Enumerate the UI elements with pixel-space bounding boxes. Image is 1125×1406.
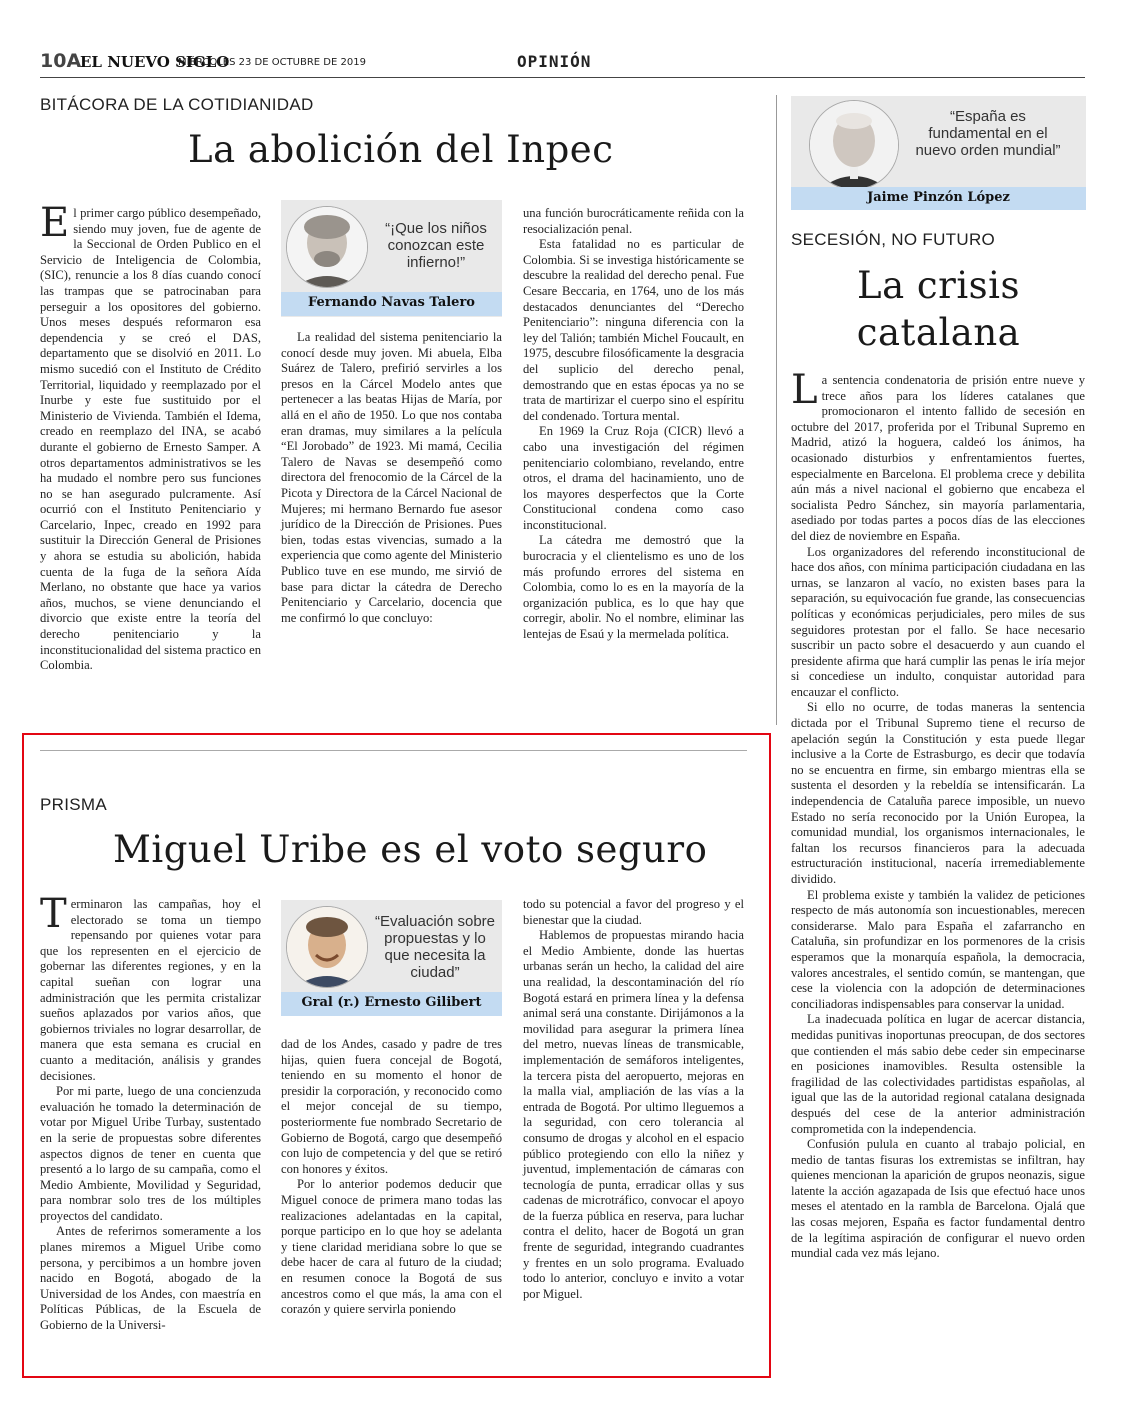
article1-dropcap: E <box>40 200 70 246</box>
issue-date: MIÉRCOLES 23 DE OCTUBRE DE 2019 <box>178 57 366 68</box>
article1-col2-text: La realidad del sistema penitenciario la conocí desde muy joven. Mi abuela, Elba Suárez de Talero, prefirió servirles a los presos en la Cárcel Modelo antes que pertenecer a las beatas Hijas de María, por allá en el año de 1950. Lo que nos contaba eran dramas, muy similares a la película “El Jorobado” de 1923. Mi mamá, Cecilia Talero de Navas se desempeñó como directora del frenocomio de la Cárcel de la Picota y Directora de la Cárcel Nacional de Mujeres; mi hermano Bernardo fue asesor jurídico de la Dirección de Prisiones. Pues bien, todas estas vivencias, sumado a la experiencia que como agente del Ministerio Publico tuve en ese mundo, me sirvió de base para dictar la cátedra de Derecho Penitenciario y Carcelario, docencia que me confirmó lo que concluyo: <box>281 330 502 625</box>
article1-col1-text: l primer cargo público desempeñado, siendo muy joven, fue de agente de la Seccional de Orden Publico en el Servicio de Inteligencia de Colombia, (SIC), renuncie a los 8 días cuando conocí las trampas que se patrocinaban para perseguir a los opositores del gobierno. Unos meses después reformaron esa dependencia y se creó el DAS, departamento que se disolvió en 2011. Lo mismo sucedió con el Instituto de Crédito Territorial, liquidado y reemplazado por el Inurbe y este fue sustituido por el Ministerio de Vivienda. También el Idema, creado en reemplazo del INA, se acabó durante el gobierno de Ernesto Samper. A otros departamentos administrativos se les ha mudado el nombre pero sus funciones no se han asegurado pulcramente. Así ocurrió con el Instituto Penitenciario y Carcelario, Inpec, creado en 1992 para sustituir la Dirección General de Prisiones y ahora se estudia su abolición, habida cuenta de la fuga de la señora Aída Merlano, no obstante que hace ya varios años, muchos, se viene denunciando el divorcio que existe entre la teoría del derecho penitenciario y la inconstitucionalidad del sistema practico en Colombia. <box>40 206 261 673</box>
article2-col1-p1: erminaron las campañas, hoy el electorado se toma un tiempo repensando por quienes votar para que los representen en el ejercicio de gobernar las diferentes regiones, y en la capital sueñan con lograr una administración que les permita cristalizar sueños aplazados por varios años, que gobiernos triviales no lograr desarrollar, de manera que esta semana es crucial en cuanto a meditación, análisis y grandes decisiones. <box>40 897 261 1083</box>
article2-kicker: PRISMA <box>40 795 107 814</box>
header-rule <box>40 77 1085 78</box>
article1-col2 <box>281 330 502 626</box>
column-divider <box>776 95 777 725</box>
article1-quote-box <box>281 200 502 317</box>
article3-p6: Confusión pulula en cuanto al trabajo policial, en medio de tantas fisuras los extremistas se infiltran, hay quienes mencionan la aparición de grupos neonazis, sigue latente la acción agazapada de Isis que efectuó hace unos meses el atentado en la rambla de Barcelona. Ojalá que las cosas mejoren, España es factor fundamental dentro de la legítima aspiración de configurar el nuevo orden mundial cada vez más lejano. <box>791 1137 1085 1261</box>
article1-col3-p2: Esta fatalidad no es particular de Colombia. Si se investiga históricamente se descubre la realidad del derecho penal. Fue Cesare Beccaria, en 1764, uno de los más destacados denunciantes del “Derecho Penitenciario”: ninguna diferencia con la ley del Talión; también Michel Foucault, en 1975, descubre filosóficamente la desgracia del suplicio del derecho penal, demostrando que en estas épocas ya no se trata de martirizar el cuerpo sino el espíritu del condenado. Tortura mental. <box>523 237 744 423</box>
article2-quote: “Evaluación sobre propuestas y lo que necesita la ciudad” <box>374 913 496 981</box>
page-number: 10A <box>40 50 82 72</box>
article3-author: Jaime Pinzón López <box>791 187 1086 210</box>
publication-logo: EL NUEVO SIGLO <box>80 53 230 71</box>
article2-dropcap: T <box>40 891 67 937</box>
article2-col3-p1: todo su potencial a favor del progreso y el bienestar que la ciudad. <box>523 897 744 927</box>
article1-col3 <box>523 206 744 643</box>
article1-title: La abolición del Inpec <box>188 128 614 171</box>
article2-col1-p2: Por mi parte, luego de una concienzuda evaluación he tomado la determinación de votar por Miguel Uribe Turbay, sustentado en la serie de propuestas sobre diferentes aspectos dignos de tener en cuenta que presentó a lo largo de su campaña, como el Medio Ambiente, Movilidad y Seguridad, para nombrar solo tres de los múltiples proyectos del candidato. <box>40 1084 261 1223</box>
article3-quote-box <box>791 96 1086 210</box>
article2-quote-box <box>281 900 502 1016</box>
author-portrait-icon <box>287 907 367 987</box>
article1-kicker: BITÁCORA DE LA COTIDIANIDAD <box>40 95 314 114</box>
article1-col1 <box>40 200 261 674</box>
article3-title-line1: La crisis <box>857 264 1020 307</box>
article3-title-line2: catalana <box>856 311 1021 354</box>
article3-dropcap: L <box>791 367 818 413</box>
article1-col3-p1: una función burocráticamente reñida con la resocialización penal. <box>523 206 744 236</box>
article1-quote: “¡Que los niños conozcan este infierno!” <box>385 220 487 271</box>
article3-quote: “España es fundamental en el nuevo orden mundial” <box>915 108 1061 159</box>
author-portrait-icon <box>287 207 367 287</box>
author-photo-gilibert <box>286 906 368 988</box>
article2-col1 <box>40 891 261 1334</box>
article1-author: Fernando Navas Talero <box>281 292 502 316</box>
article2-col1-p3: Antes de referirnos someramente a los planes miremos a Miguel Uribe como persona, y percibimos a un hombre joven nacido en Bogotá, abogado de la Universidad de los Andes, con maestría en Políticas Públicas, de la Escuela de Gobierno de la Universi- <box>40 1224 261 1333</box>
article2-col2 <box>281 1037 502 1318</box>
article3-body <box>791 367 1085 1262</box>
article2-col3 <box>523 897 744 1302</box>
author-photo-pinzon <box>809 100 899 190</box>
article1-col3-p3: En 1969 la Cruz Roja (CICR) llevó a cabo una investigación del régimen penitenciario colombiano, revelando, entre otros, el drama del hacinamiento, uno de los mayores desperfectos que la Corte Constitucional condena como caso inconstitucional. <box>523 424 744 532</box>
article2-col2-p2: Por lo anterior podemos deducir que Miguel conoce de primera mano todas las realizaciones adelantadas en la capital, porque participo en lo que hoy se adelanta y tiene claridad meridiana sobre lo que se debe hacer de cara al futuro de la ciudad; en resumen conoce la Bogotá de sus ancestros como el que más, la ama con el corazón y quiere servirla poniendo <box>281 1177 502 1317</box>
article2-col2-p1: dad de los Andes, casado y padre de tres hijas, quien fuera concejal de Bogotá, teniendo en su momento el honor de presidir la corporación, y reconocido como el mejor concejal de su tiempo, posteriormente fue nombrado Secretario de Gobierno de Bogotá, cargo que desempeñó con lujo de competencia y del que se retiró con honores y éxitos. <box>281 1037 502 1176</box>
article3-p2: Los organizadores del referendo inconstitucional de hace dos años, con mínima participación ciudadana en las urnas, se lanzaron al vacío, no existen bases para la separación, su equivocación fue grande, las consecuencias políticas y económicas perjudiciales, pero miles de sus seguidores protestan por el fallo. Se hace necesario suscribir un pacto sobre el desacuerdo y aun cuando el presidente afirma que hará cumplir las penas le iría mejor si concediese un indulto, conquistar autoridad para encauzar el conflicto. <box>791 544 1085 699</box>
section-title: OPINIÓN <box>517 52 592 71</box>
article1-col3-p4: La cátedra me demostró que la burocracia y el clientelismo es uno de los más profundo errores del sistema en Colombia, como lo es en la mayoría de la organización publica, es lo que hay que corregir, abolir. No el nombre, eliminar las lentejas de Esaú y la mermelada política. <box>523 533 744 642</box>
article2-title: Miguel Uribe es el voto seguro <box>113 828 708 871</box>
author-portrait-icon <box>810 101 898 189</box>
article3-p4: El problema existe y también la validez de peticiones respecto de más autonomía son incuestionables, merecen considerarse. Malo para España el zafarrancho en Cataluña, sin profundizar en los pormenores de la crisis esperamos que la monarquía española, la democracia, valores ancestrales, el sentido común, se mantengan, que cese la violencia con la adopción de determinaciones conciliadoras indispensables para conservar la unidad. <box>791 887 1085 1011</box>
article2-col3-p2: Hablemos de propuestas mirando hacia el Medio Ambiente, donde las huertas urbanas serán un hecho, la calidad del aire una realidad, la descontaminación del río Bogotá estará en primera línea y la defensa animal será una constante. Dirijámonos a la movilidad para asegurar la primera línea del metro, nuevas líneas de transmicable, implementación de semáforos inteligentes, la tercera pista del aeropuerto, mejoras en la malla vial, ampliación de las vías a la entrada de Bogotá. Por ultimo lleguemos a la seguridad, con cero tolerancia al consumo de drogas y alcohol en el espacio público protegiendo con ello la niñez y juventud, implementación de cámaras con tecnología de punta, erradicar ollas y sus cadenas de microtráfico, convocar el apoyo de la fuerza pública en reserva, para luchar contra el delito, hacer de Bogotá un gran frente de seguridad, integrando cuadrantes y frentes en un solo programa. Evaluado todo lo anterior, concluyo e invito a votar por Miguel. <box>523 928 744 1301</box>
article3-kicker: SECESIÓN, NO FUTURO <box>791 230 996 249</box>
article3-p1: a sentencia condenatoria de prisión entre nueve y trece años para los líderes catalanes que promocionaron el intento fallido de secesión en octubre del 2017, proferida por el Tribunal Supremo en Madrid, atizó la hoguera, caldeó los ánimos, ha ocasionado disturbios y enfrentamientos fuertes, especialmente en Barcelona. El problema crece y debilita aún más a nivel nacional el gobierno que encabeza el socialista Pedro Sánchez, sin mayoría parlamentaria, asediado por todas partes a pocos días de las elecciones del diez de noviembre en España. <box>791 373 1085 543</box>
article2-author: Gral (r.) Ernesto Gilibert <box>281 992 502 1016</box>
author-photo-navas <box>286 206 368 288</box>
article3-p3: Si ello no ocurre, de todas maneras la sentencia dictada por el Tribunal Supremo tiene el recurso de apelación según la Constitución y esta puede llegar inclusive a la Corte de Estrasburgo, es decir que todavía no se encuentra en firme, sin embargo mientras ella se sustenta el desorden y la rebeldía se intensificarán. La independencia de Cataluña parece imposible, un nuevo Estado no sería reconocido por la Unión Europea, la comunidad mundial, los organismos internacionales, le faltan los recursos financieros para la adecuada estructuración institucional, nacería irremediablemente dividido. <box>791 700 1085 886</box>
article2-top-rule <box>40 750 747 751</box>
article3-p5: La inadecuada política en lugar de acercar distancia, medidas punitivas inoportunas preocupan, de dos sectores que contienden el más sabio debe ceder sin empecinarse en posiciones inamovibles. Resulta ostensible la fragilidad de las colectividades partidistas españolas, al igual que las de la autoridad regional catalana designada después del cese de la anterior administración comprometida con la independencia. <box>791 1012 1085 1136</box>
